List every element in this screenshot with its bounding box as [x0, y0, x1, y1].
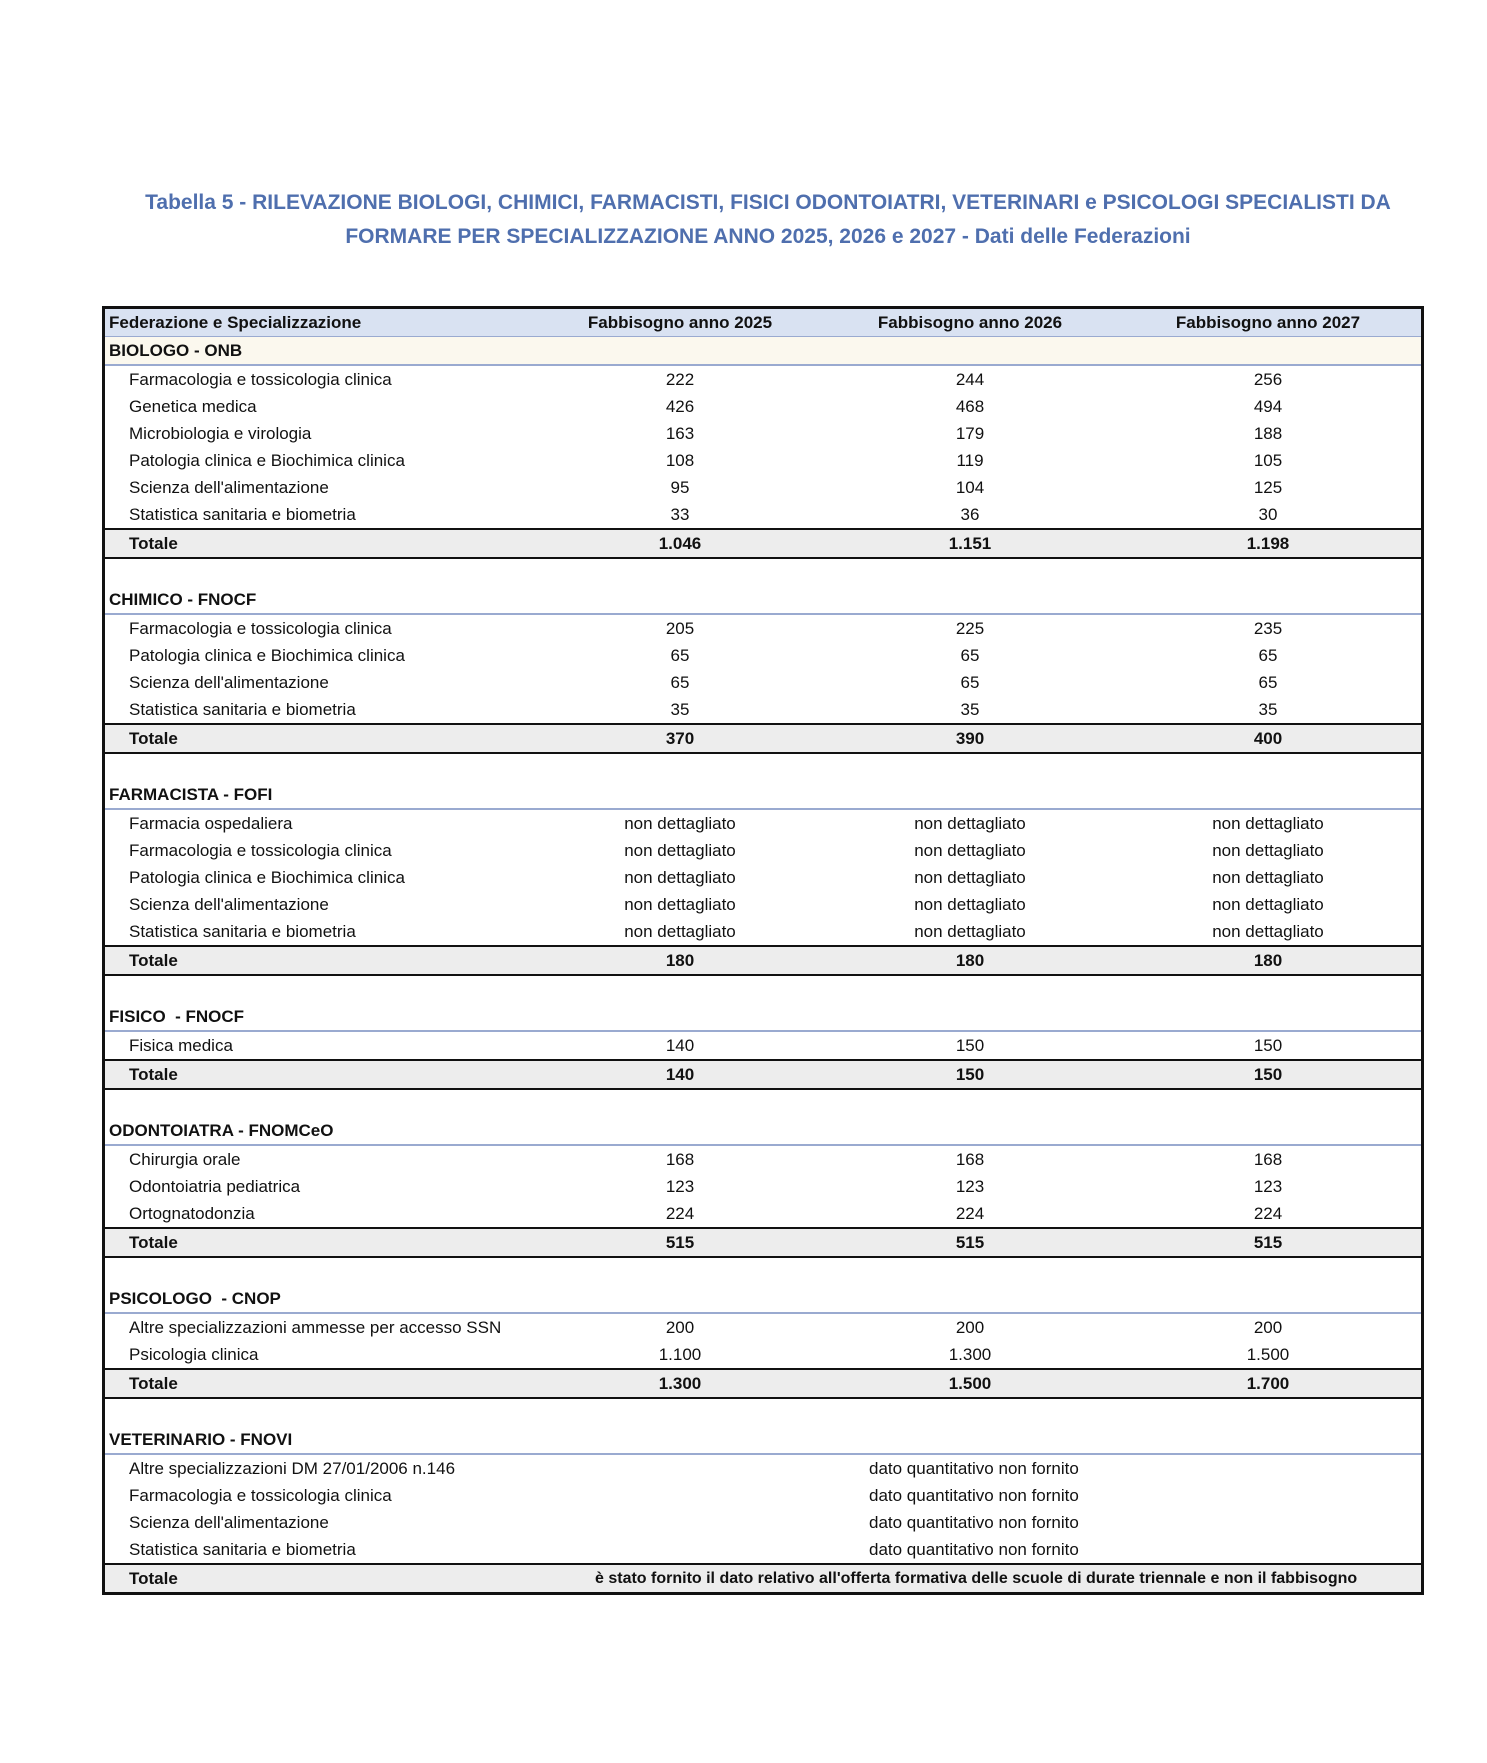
value-2025: 65 [670, 646, 690, 665]
row-label: Statistica sanitaria e biometria [129, 922, 356, 941]
table-row [105, 1313, 1421, 1341]
total-2026: 515 [825, 1228, 1115, 1257]
table-row [105, 1200, 1421, 1228]
table-row [105, 1509, 1421, 1536]
total-label: Totale [105, 1564, 535, 1592]
value-2025: 123 [665, 1177, 695, 1196]
value-2026: non dettagliato [914, 814, 1026, 833]
value-2025: 222 [665, 370, 695, 389]
value-2026: 65 [960, 673, 980, 692]
row-label: Psicologia clinica [129, 1345, 259, 1364]
table-row [105, 891, 1421, 918]
total-row [105, 529, 1421, 558]
row-note: dato quantitativo non fornito [869, 1486, 1079, 1505]
spacer-cell [105, 1089, 1421, 1117]
section-fisico [105, 1003, 1421, 1031]
table-row [105, 1536, 1421, 1564]
section-title: FARMACISTA - FOFI [105, 781, 1421, 809]
total-2026: 150 [825, 1060, 1115, 1089]
total-row [105, 946, 1421, 975]
row-note: dato quantitativo non fornito [869, 1459, 1079, 1478]
table-row [105, 1482, 1421, 1509]
value-2025: 108 [665, 451, 695, 470]
total-label: Totale [105, 1369, 535, 1398]
section-title: ODONTOIATRA - FNOMCeO [105, 1117, 1421, 1145]
section-veterinario [105, 1426, 1421, 1454]
table-row [105, 669, 1421, 696]
table-row [105, 1173, 1421, 1200]
section-biologo [105, 337, 1421, 366]
row-label: Farmacologia e tossicologia clinica [129, 1486, 392, 1505]
spacer-row [105, 1257, 1421, 1285]
total-2025: 140 [535, 1060, 825, 1089]
row-label: Scienza dell'alimentazione [129, 895, 329, 914]
value-2027: 65 [1258, 646, 1278, 665]
value-2026: 244 [955, 370, 985, 389]
total-2027: 1.198 [1115, 529, 1421, 558]
total-row [105, 1564, 1421, 1592]
value-2025: 95 [670, 478, 690, 497]
spacer-cell [105, 975, 1421, 1003]
table-row [105, 1031, 1421, 1060]
value-2027: 224 [1253, 1204, 1283, 1223]
value-2027: non dettagliato [1212, 841, 1324, 860]
value-2027: non dettagliato [1212, 922, 1324, 941]
spacer-cell [105, 558, 1421, 586]
spacer-row [105, 558, 1421, 586]
spacer-cell [105, 753, 1421, 781]
row-note: dato quantitativo non fornito [869, 1513, 1079, 1532]
row-label: Farmacia ospedaliera [129, 814, 293, 833]
table-row [105, 1341, 1421, 1369]
row-label: Microbiologia e virologia [129, 424, 312, 443]
value-2026: non dettagliato [914, 895, 1026, 914]
value-2026: non dettagliato [914, 922, 1026, 941]
value-2027: 1.500 [1246, 1345, 1290, 1364]
value-2026: 150 [955, 1036, 985, 1055]
spacer-row [105, 1398, 1421, 1426]
total-2026: 1.151 [825, 529, 1115, 558]
total-2026: 390 [825, 724, 1115, 753]
value-2026: 65 [960, 646, 980, 665]
value-2026: 200 [955, 1318, 985, 1337]
spacer-row [105, 975, 1421, 1003]
row-label: Scienza dell'alimentazione [129, 673, 329, 692]
value-2027: 150 [1253, 1036, 1283, 1055]
row-label: Patologia clinica e Biochimica clinica [129, 451, 405, 470]
total-2025: 515 [535, 1228, 825, 1257]
row-label: Farmacologia e tossicologia clinica [129, 841, 392, 860]
row-label: Statistica sanitaria e biometria [129, 700, 356, 719]
table-row [105, 393, 1421, 420]
table-row [105, 474, 1421, 501]
row-label: Altre specializzazioni ammesse per accesso SSN [129, 1318, 502, 1337]
row-label: Patologia clinica e Biochimica clinica [129, 868, 405, 887]
table-title [60, 186, 1476, 254]
value-2025: 200 [665, 1318, 695, 1337]
total-row [105, 1060, 1421, 1089]
value-2025: non dettagliato [624, 868, 736, 887]
value-2026: 36 [960, 505, 980, 524]
row-label: Ortognatodonzia [129, 1204, 255, 1223]
total-2027: 1.700 [1115, 1369, 1421, 1398]
value-2025: non dettagliato [624, 841, 736, 860]
value-2027: non dettagliato [1212, 814, 1324, 833]
value-2027: non dettagliato [1212, 868, 1324, 887]
row-label: Odontoiatria pediatrica [129, 1177, 301, 1196]
value-2027: 105 [1253, 451, 1283, 470]
section-psicologo [105, 1285, 1421, 1313]
total-2027: 400 [1115, 724, 1421, 753]
table-row [105, 918, 1421, 946]
value-2027: 123 [1253, 1177, 1283, 1196]
value-2027: 256 [1253, 370, 1283, 389]
total-label: Totale [105, 1228, 535, 1257]
total-label: Totale [105, 1060, 535, 1089]
table-row [105, 365, 1421, 393]
total-note: è stato fornito il dato relativo all'offerta formativa delle scuole di durate triennale e non il fabbisogno [535, 1564, 1421, 1592]
header-2025: Fabbisogno anno 2025 [535, 309, 825, 337]
spacer-row [105, 753, 1421, 781]
value-2025: 168 [665, 1150, 695, 1169]
value-2025: 224 [665, 1204, 695, 1223]
table-row [105, 501, 1421, 529]
total-2026: 1.500 [825, 1369, 1115, 1398]
total-2027: 150 [1115, 1060, 1421, 1089]
total-2026: 180 [825, 946, 1115, 975]
total-2027: 515 [1115, 1228, 1421, 1257]
section-chimico [105, 586, 1421, 614]
value-2027: 125 [1253, 478, 1283, 497]
table-row [105, 1145, 1421, 1173]
total-row [105, 724, 1421, 753]
value-2026: 119 [956, 451, 984, 470]
total-row [105, 1228, 1421, 1257]
value-2026: 104 [955, 478, 985, 497]
value-2026: 123 [955, 1177, 985, 1196]
header-2026: Fabbisogno anno 2026 [825, 309, 1115, 337]
total-2025: 370 [535, 724, 825, 753]
total-2027: 180 [1115, 946, 1421, 975]
table-header-row [105, 309, 1421, 337]
total-label: Totale [105, 946, 535, 975]
row-label: Scienza dell'alimentazione [129, 1513, 329, 1532]
spacer-row [105, 1089, 1421, 1117]
value-2026: non dettagliato [914, 841, 1026, 860]
total-2025: 180 [535, 946, 825, 975]
section-title: PSICOLOGO - CNOP [105, 1285, 1421, 1313]
value-2025: 163 [665, 424, 695, 443]
section-farmacista [105, 781, 1421, 809]
value-2027: 168 [1253, 1150, 1283, 1169]
value-2026: 179 [955, 424, 985, 443]
row-label: Altre specializzazioni DM 27/01/2006 n.146 [129, 1459, 456, 1478]
table-row [105, 642, 1421, 669]
value-2025: non dettagliato [624, 895, 736, 914]
row-label: Farmacologia e tossicologia clinica [129, 370, 392, 389]
table-row [105, 614, 1421, 642]
value-2025: 426 [665, 397, 695, 416]
row-label: Fisica medica [129, 1036, 233, 1055]
total-2025: 1.300 [535, 1369, 825, 1398]
section-title: CHIMICO - FNOCF [105, 586, 1421, 614]
total-2025: 1.046 [535, 529, 825, 558]
value-2027: 30 [1258, 505, 1278, 524]
total-label: Totale [105, 724, 535, 753]
value-2026: 1.300 [948, 1345, 992, 1364]
row-note: dato quantitativo non fornito [869, 1540, 1079, 1559]
value-2025: non dettagliato [624, 814, 736, 833]
row-label: Statistica sanitaria e biometria [129, 1540, 356, 1559]
value-2026: 225 [955, 619, 985, 638]
spacer-cell [105, 1398, 1421, 1426]
value-2026: non dettagliato [914, 868, 1026, 887]
value-2025: 35 [670, 700, 690, 719]
value-2026: 468 [955, 397, 985, 416]
value-2027: 35 [1258, 700, 1278, 719]
table-row [105, 1454, 1421, 1482]
table-row [105, 420, 1421, 447]
value-2027: 65 [1258, 673, 1278, 692]
table-row [105, 864, 1421, 891]
value-2026: 168 [955, 1150, 985, 1169]
value-2025: 140 [665, 1036, 695, 1055]
table-row [105, 809, 1421, 837]
value-2027: 188 [1253, 424, 1283, 443]
value-2025: 205 [665, 619, 695, 638]
total-row [105, 1369, 1421, 1398]
table-row [105, 447, 1421, 474]
total-label: Totale [105, 529, 535, 558]
row-label: Chirurgia orale [129, 1150, 241, 1169]
row-label: Farmacologia e tossicologia clinica [129, 619, 392, 638]
title-line-1: Tabella 5 - RILEVAZIONE BIOLOGI, CHIMICI, FARMACISTI, FISICI ODONTOIATRI, VETERINARI e PSICOLOGI SPECIALISTI DA [145, 191, 1391, 214]
section-title: BIOLOGO - ONB [105, 337, 1421, 366]
value-2025: non dettagliato [624, 922, 736, 941]
value-2027: non dettagliato [1212, 895, 1324, 914]
value-2027: 235 [1253, 619, 1283, 638]
title-line-2: FORMARE PER SPECIALIZZAZIONE ANNO 2025, 2026 e 2027 - Dati delle Federazioni [345, 225, 1191, 248]
table-row [105, 837, 1421, 864]
value-2027: 494 [1253, 397, 1283, 416]
section-title: FISICO - FNOCF [105, 1003, 1421, 1031]
row-label: Patologia clinica e Biochimica clinica [129, 646, 405, 665]
needs-table [102, 306, 1424, 1595]
section-title: VETERINARIO - FNOVI [105, 1426, 1421, 1454]
value-2025: 33 [670, 505, 690, 524]
section-odontoiatra [105, 1117, 1421, 1145]
spacer-cell [105, 1257, 1421, 1285]
header-2027: Fabbisogno anno 2027 [1115, 309, 1421, 337]
value-2026: 224 [955, 1204, 985, 1223]
value-2025: 1.100 [658, 1345, 702, 1364]
value-2027: 200 [1253, 1318, 1283, 1337]
value-2025: 65 [670, 673, 690, 692]
header-federation: Federazione e Specializzazione [105, 309, 535, 337]
table-row [105, 696, 1421, 724]
row-label: Scienza dell'alimentazione [129, 478, 329, 497]
row-label: Genetica medica [129, 397, 257, 416]
value-2026: 35 [960, 700, 980, 719]
row-label: Statistica sanitaria e biometria [129, 505, 356, 524]
